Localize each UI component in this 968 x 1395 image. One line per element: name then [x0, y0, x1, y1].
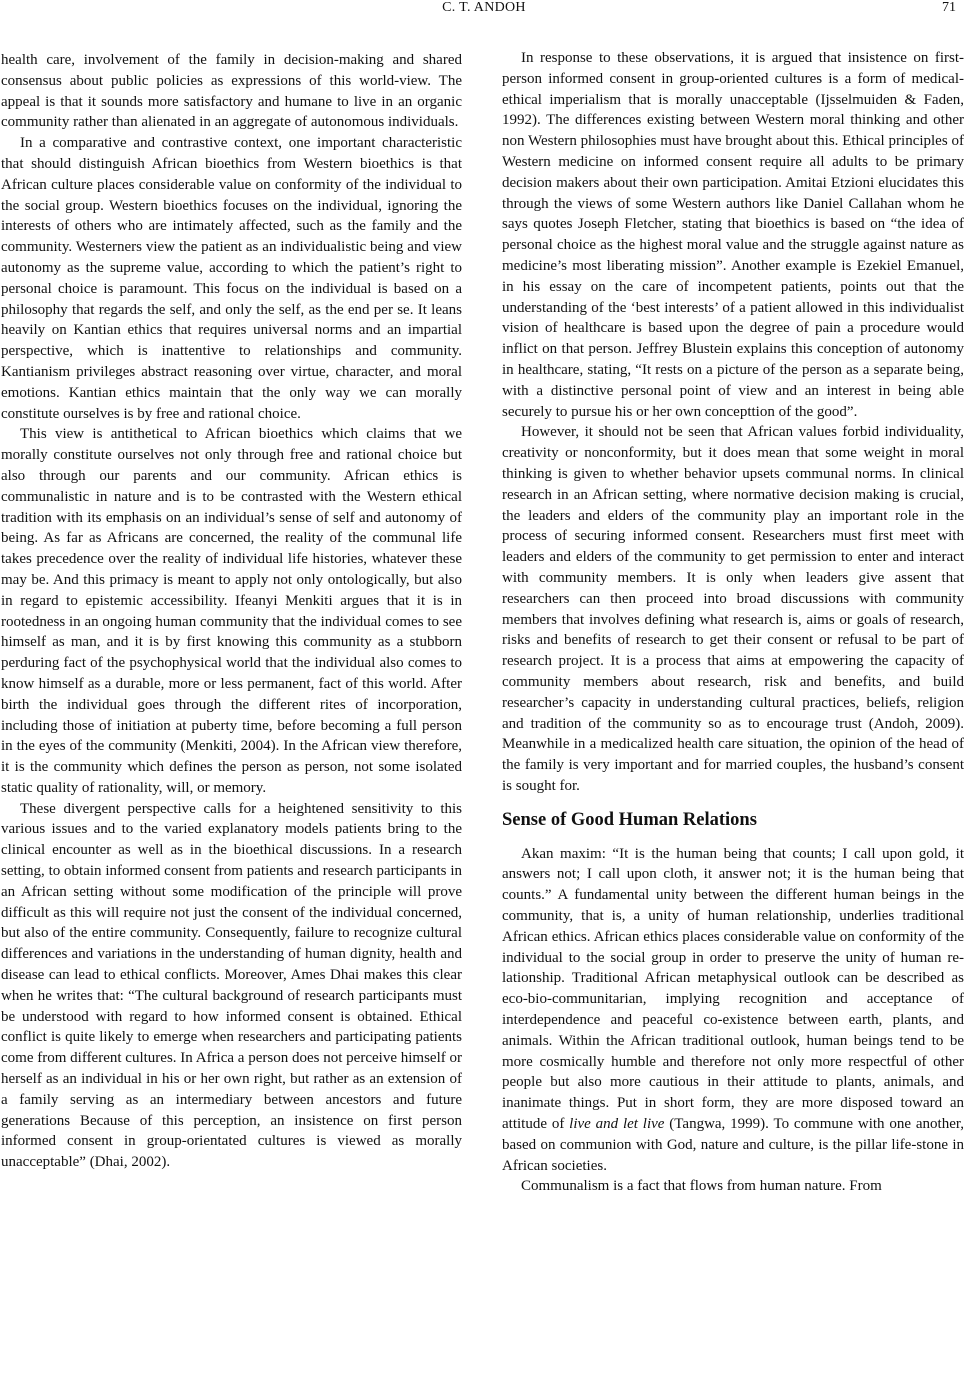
paragraph: [502, 844, 964, 1177]
paragraph-text: Akan maxim: “It is the human being that counts; I call upon gold, it answers not; I call upon cloth, it answer not; it is the human being that counts.” A fundamental unity between the different human beings in the community, that is, a unity of human relationship, underlies traditional African ethics. African ethics places considerable value on conformity of the individual to the social group in order to preserve the unity of human relationship. Traditional African metaphysical outlook can be described as eco-bio-communitarian, implying recognition and acceptance of interdependence and peaceful co-existence between earth, plants, and animals. Within the African traditional outlook, human beings tend to be more cosmically humble and therefore not only more respectful of other people but also more cautious in their attitude to plants, animals, and inanimate things. Put in short form, they are more disposed toward an attitude of: [502, 845, 964, 1133]
paragraph: In response to these observations, it is argued that insistence on first-person informed consent in group-oriented cultures is a form of medical-ethical imperialism that is morally unacceptable (Ijsselmuiden & Faden, 1992). The differences existing between Western moral thinking and other non Western philosophies must have brought about this. Ethical principles of Western medicine on informed consent require all adults to be primary decision makers about their own participation. Amitai Etzioni elucidates this through the views of some Western authors like Daniel Callahan whom he says quotes Joseph Fletcher, stating that bioethics is based on “the idea of personal choice as the highest moral value and the struggle against nature as medicine’s most liberating mission”. Another example is Ezekiel Emanuel, in his essay on the care of incompetent patients, points out that the understanding of the ‘best interests’ of a patient allowed in this individualist vision of healthcare is based upon the degree of pain a procedure would inflict on that person. Jeffrey Blustein explains this conception of autonomy in healthcare, stating, “It rests on a picture of the person as a separate being, with a distinctive personal point of view and an interest in being able securely to pursue his or her own concepttion of the good”.: [502, 50, 964, 420]
left-column: [1, 50, 462, 1173]
paragraph: Communalism is a fact that flows from human nature. From: [521, 1178, 882, 1195]
right-column: [502, 48, 964, 1197]
italic-phrase: live and let live: [569, 1116, 665, 1133]
paragraph: In a comparative and contrastive context, one important characteristic that should distinguish African bioethics from Western bioethics is that African culture places considerable value on conformity of the individual to the social group. Western bioethics focuses on the individual, ignoring the interests of others who are intimately affected, such as the family and the community. Westerners view the patient as an individualistic being and view autonomy as the supreme value, according to which the patient’s right to personal choice is paramount. This focus on the individual is based on a philosophy that regards the self, and only the self, as the end per se. It leans heavily on Kantian ethics that requires universal norms and an impartial perspective, which is inattentive to relationships and community. Kantianism privileges abstract reasoning over virtue, character, and moral emotions. Kantian ethics maintain that the only way we can morally constitute ourselves is by free and rational choice.: [1, 135, 462, 422]
page-number: 71: [942, 0, 956, 15]
paragraph-text: (Tangwa, 1999). To commune with one another, based on communion with God, nature and culture, is the pillar life-stone in African societies.: [502, 1116, 965, 1174]
paragraph: However, it should not be seen that African values forbid individuality, creativity or nonconformity, but it does mean that some weight in moral thinking is given to whether behavior upsets communal norms. In clinical research in an African setting, where normative decision making is crucial, the leaders and elders of the community play an important role in the process of securing informed consent. Researchers must first meet with leaders and elders of the community to get permission to enter and interact with community members. It is only when leaders give assent that researchers can then proceed into broad discussions with community members that involves defining what research is, aims or goals of research, risks and benefits of research to get their consent or refusal to be part of research project. It is a process that aims at empowering the capacity of community members about research, risk and benefits, and build researcher’s capacity in understanding cultural practices, beliefs, religion and tradition of the community so as to encourage trust (Andoh, 2009). Meanwhile in a medicalized health care situation, the opinion of the head of the family is very important and for married couples, the husband’s consent is sought for.: [502, 424, 964, 794]
running-header-author: C. T. ANDOH: [442, 0, 526, 15]
section-heading: Sense of Good Human Relations: [502, 809, 757, 830]
paragraph: These divergent perspective calls for a heightened sensitivity to this various issues and to the varied explanatory models patients bring to the clinical encounter as well as in the bioethical discussions. In a research setting, to obtain informed consent from patients and research participants in an African setting without some modification of the principle will prove difficult as this will require not just the consent of the individual concerned, but also of the entire community. Consequently, failure to recognize cultural differences and variations in the understanding of human dignity, health and disease can lead to ethical conflicts. Moreover, Ames Dhai makes this clear when he writes that: “The cultural background of research participants must be understood with regard to how informed consent is obtained. Ethical conflict is quite likely to emerge when researchers and participating patients come from different cultures. In Africa a person does not perceive himself or herself as an individual in his or her own right, but rather as an extension of a family serving as an intermediary between ancestors and future generations Because of this perception, an insistence on first person informed consent in group-orientated cultures is viewed as morally unacceptable” (Dhai, 2002).: [1, 800, 462, 1171]
paragraph: health care, involvement of the family in decision-making and shared consensus about public policies as expressions of this world-view. The appeal is that it sounds more satisfactory and humane to live in an organic community rather than alienated in an aggregate of autonomous individuals.: [1, 52, 462, 131]
paragraph: This view is antithetical to African bioethics which claims that we morally constitute ourselves not only through free and rational choice but also through our parents and our community. African ethics is communalistic in nature and is to be contrasted with the Western ethical tradition with its emphasis on an individual’s sense of self and autonomy of being. As far as Africans are concerned, the reality of the communal life takes precedence over the reality of individual life histories, whatever these may be. And this primacy is meant to apply not only ontologically, but also in regard to epistemic accessibility. Ifeanyi Menkiti argues that it is in rootedness in an ongoing human community that the individual comes to see himself as man, and it is by first knowing this community as a stubborn perduring fact of the psychophysical world that the individual also comes to know himself as a durable, more or less permanent, fact of this world. After birth the individual goes through the different rites of incorporation, including those of initiation at puberty time, before becoming a full person in the eyes of the community (Menkiti, 2004). In the African view therefore, it is the community which defines the person as person, not some isolated static quality of rationality, will, or memory.: [1, 426, 462, 796]
